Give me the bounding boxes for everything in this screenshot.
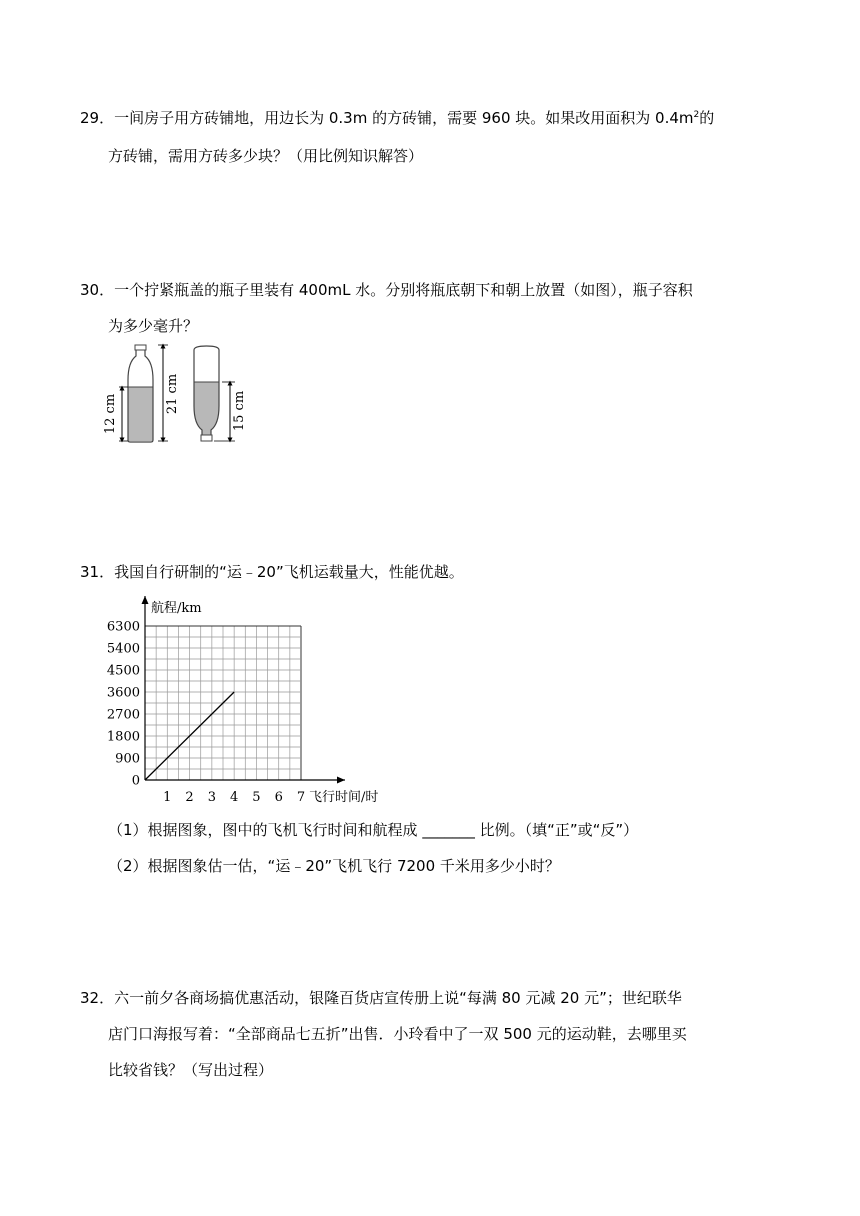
chart-x-tick-label: 5 xyxy=(252,790,261,805)
bottles-figure xyxy=(100,340,260,450)
chart-y-axis-arrow xyxy=(142,596,149,604)
chart-x-tick-label: 4 xyxy=(230,790,239,805)
chart-y-tick-label: 2700 xyxy=(106,707,140,723)
chart-y-tick-label: 900 xyxy=(115,751,140,767)
q30-line-2: 为多少毫升？ xyxy=(108,317,199,335)
q31-sub-2: （2）根据图象估一估，“运﹣20”飞机飞行 7200 千米用多少小时？ xyxy=(108,857,560,875)
q31-line-1: 31．我国自行研制的“运﹣20”飞机运载量大，性能优越。 xyxy=(80,563,464,581)
q29-superscript: 2 xyxy=(693,110,700,120)
chart-x-axis-label: 飞行时间/时 xyxy=(309,790,379,805)
chart-y-tick-label: 1800 xyxy=(106,729,140,745)
chart-x-tick-label: 6 xyxy=(274,790,283,805)
flight-chart xyxy=(100,588,420,812)
chart-y-tick-label: 3600 xyxy=(106,685,140,701)
q32-line-1: 32．六一前夕各商场搞优惠活动，银隆百货店宣传册上说“每满 80 元减 20 元”；世纪联华 xyxy=(80,989,682,1007)
q30-line-1: 30．一个拧紧瓶盖的瓶子里装有 400mL 水。分别将瓶底朝下和朝上放置（如图），瓶子容积 xyxy=(80,281,693,299)
bottle-upright xyxy=(128,345,153,442)
chart-y-axis-label: 航程/km xyxy=(151,601,202,616)
q31-sub-1: （1）根据图象，图中的飞机飞行时间和航程成 _______ 比例。（填“正”或“反”） xyxy=(108,821,639,839)
q29-line-1-text: 29．一间房子用方砖铺地，用边长为 0.3m 的方砖铺，需要 960 块。如果改用面积为 0.4m xyxy=(80,109,694,127)
chart-x-tick-label: 7 xyxy=(296,790,306,805)
chart-y-tick-label: 0 xyxy=(131,773,140,789)
label-12cm: 12 cm xyxy=(103,393,118,435)
chart-y-tick-label: 4500 xyxy=(106,663,140,679)
chart-x-tick-label: 1 xyxy=(163,790,172,805)
label-15cm: 15 cm xyxy=(232,390,247,432)
q29-line-1 xyxy=(80,108,714,128)
label-21cm: 21 cm xyxy=(165,373,180,415)
chart-x-tick-label: 3 xyxy=(207,790,216,805)
bottle-upside-down xyxy=(194,346,219,441)
q32-line-2: 店门口海报写着：“全部商品七五折”出售．小玲看中了一双 500 元的运动鞋，去哪里买 xyxy=(108,1025,687,1043)
q32-line-3: 比较省钱？（写出过程） xyxy=(108,1061,274,1079)
chart-y-tick-label: 5400 xyxy=(106,641,140,657)
chart-y-tick-label: 6300 xyxy=(106,619,140,635)
q29-line-1-end: 的 xyxy=(699,109,715,127)
chart-x-axis-arrow xyxy=(337,777,345,784)
chart-x-tick-label: 2 xyxy=(185,790,194,805)
q29-line-2: 方砖铺，需用方砖多少块？（用比例知识解答） xyxy=(108,147,424,165)
